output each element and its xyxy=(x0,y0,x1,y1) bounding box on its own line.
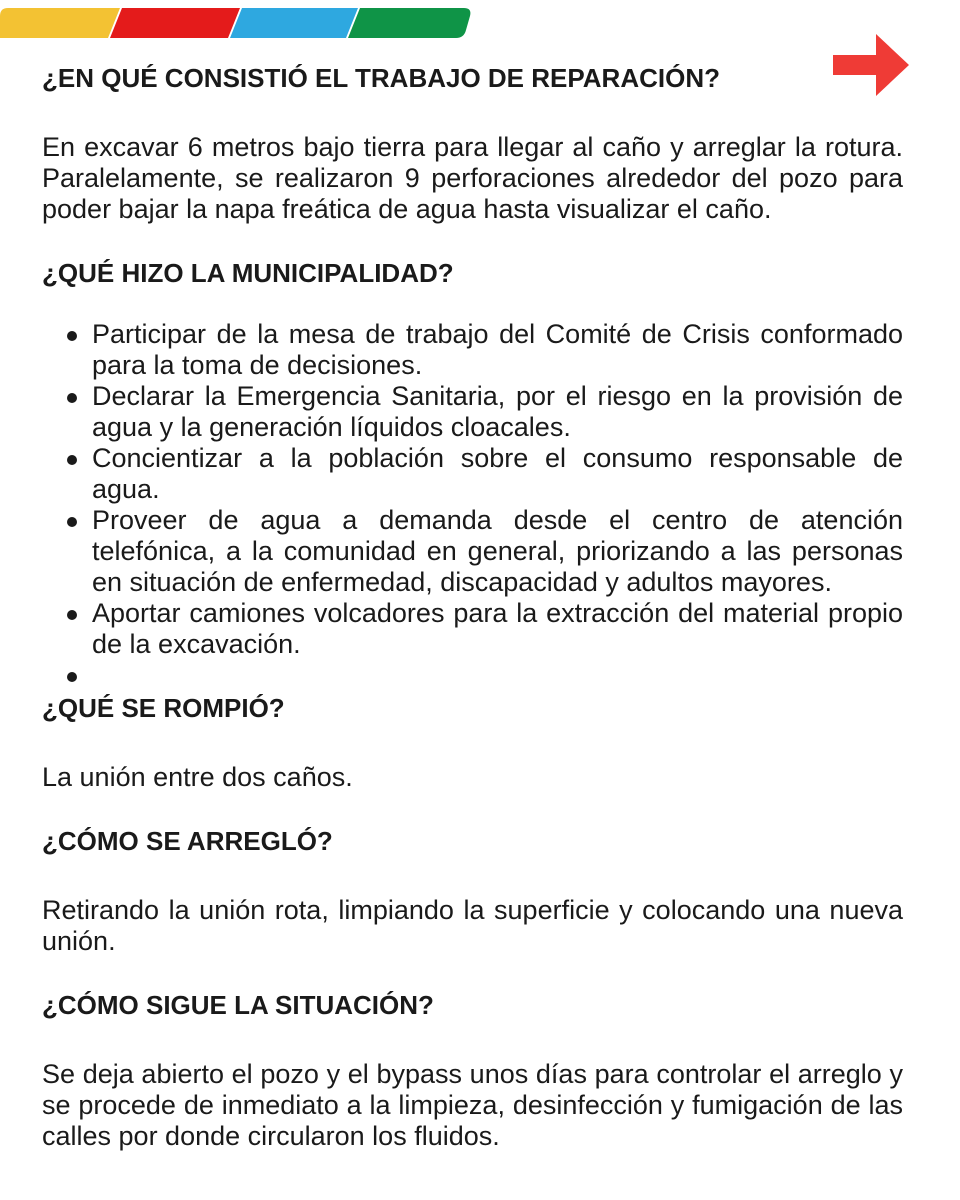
stripe-segment-yellow xyxy=(0,8,120,38)
list-item: Aportar camiones volcadores para la extracción del material propio de la excavación. xyxy=(42,598,903,660)
document-content xyxy=(42,62,903,1152)
stripe-segment-blue xyxy=(230,8,358,38)
paragraph-reparacion: En excavar 6 metros bajo tierra para llegar al caño y arreglar la rotura. Paralelamente, se realizaron 9 perforaciones alrededor del pozo para poder bajar la napa freática de agua hasta visualizar el caño. xyxy=(42,132,903,224)
list-item: Declarar la Emergencia Sanitaria, por el riesgo en la provisión de agua y la generación líquidos cloacales. xyxy=(42,381,903,443)
heading-reparacion: ¿EN QUÉ CONSISTIÓ EL TRABAJO DE REPARACIÓN? xyxy=(42,63,720,93)
list-item: Participar de la mesa de trabajo del Comité de Crisis conformado para la toma de decisiones. xyxy=(42,319,903,381)
paragraph-rompio: La unión entre dos caños. xyxy=(42,762,353,792)
list-item-empty xyxy=(42,660,903,691)
municipalidad-list xyxy=(42,319,903,691)
list-item: Concientizar a la población sobre el consumo responsable de agua. xyxy=(42,443,903,505)
list-item: Proveer de agua a demanda desde el centro de atención telefónica, a la comunidad en general, priorizando a las personas en situación de enfermedad, discapacidad y adultos mayores. xyxy=(42,505,903,598)
heading-arreglo: ¿CÓMO SE ARREGLÓ? xyxy=(42,826,333,856)
heading-rompio: ¿QUÉ SE ROMPIÓ? xyxy=(42,693,285,723)
heading-municipalidad: ¿QUÉ HIZO LA MUNICIPALIDAD? xyxy=(42,258,454,288)
stripe-segment-red xyxy=(110,8,240,38)
paragraph-arreglo: Retirando la unión rota, limpiando la superficie y colocando una nueva unión. xyxy=(42,895,903,956)
paragraph-situacion: Se deja abierto el pozo y el bypass unos días para controlar el arreglo y se procede de inmediato a la limpieza, desinfección y fumigación de las calles por donde circularon los fluidos. xyxy=(42,1059,903,1151)
stripe-segment-green xyxy=(348,8,470,38)
heading-situacion: ¿CÓMO SIGUE LA SITUACIÓN? xyxy=(42,990,434,1020)
color-stripe-decoration xyxy=(0,8,472,38)
